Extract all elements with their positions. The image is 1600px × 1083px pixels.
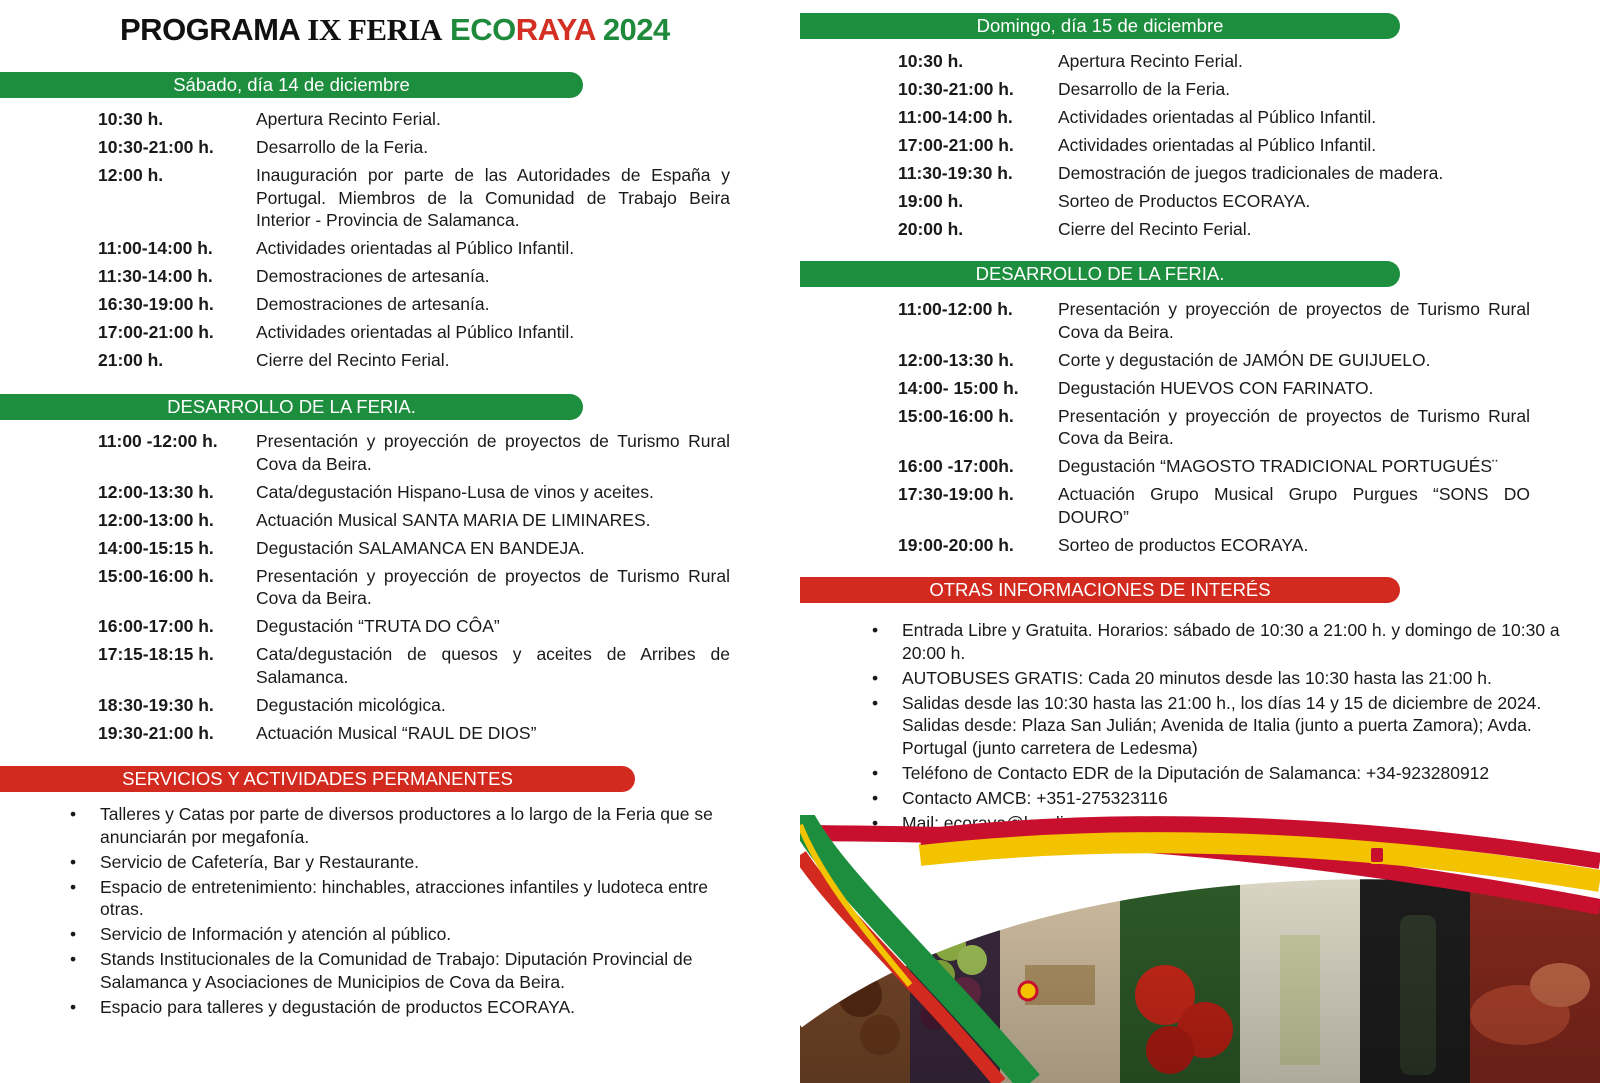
schedule-description: Apertura Recinto Ferial. (1058, 51, 1243, 71)
schedule-description: Demostraciones de artesanía. (256, 294, 490, 314)
schedule-time: 16:00 -17:00h. (898, 456, 1014, 476)
schedule-description: Degustación “MAGOSTO TRADICIONAL PORTUGUÉS¨ (1058, 456, 1498, 476)
schedule-time: 19:30-21:00 h. (98, 722, 214, 743)
sunday-dev-schedule (898, 298, 1530, 562)
bullet-icon: • (70, 949, 77, 969)
schedule-description: Inauguración por parte de las Autoridades de España y Portugal. Miembros de la Comunidad de Trabajo Beira Interior - Provincia de Salamanca. (256, 165, 730, 230)
bullet-icon: • (872, 692, 879, 713)
schedule-row (898, 534, 1530, 557)
bullet-text: Salidas desde las 10:30 hasta las 21:00 h., los días 14 y 15 de diciembre de 2024. Salidas desde: Plaza San Julián; Avenida de Italia (junto a puerta Zamora); Avda. Portugal (junto carretera de Ledesma) (902, 692, 1542, 758)
bullet-icon: • (872, 667, 879, 688)
schedule-row (898, 377, 1530, 400)
page-title (120, 12, 670, 48)
schedule-row (898, 162, 1530, 185)
bullet-item (870, 619, 1590, 664)
schedule-time: 17:30-19:00 h. (898, 484, 1014, 504)
schedule-description: Actividades orientadas al Público Infantil. (256, 322, 575, 342)
bullet-item (870, 692, 1590, 760)
bullet-icon: • (70, 804, 77, 824)
schedule-row (98, 694, 730, 717)
schedule-time: 12:00 h. (98, 165, 164, 185)
schedule-description: Desarrollo de la Feria. (1058, 79, 1231, 99)
schedule-description: Sorteo de Productos ECORAYA. (1058, 191, 1311, 211)
bullet-text: Mail: ecoraya@lasalina.es (902, 812, 1107, 833)
schedule-row (898, 78, 1530, 101)
schedule-row (898, 106, 1530, 129)
schedule-row (98, 293, 730, 316)
schedule-row (98, 565, 730, 610)
bullet-icon: • (872, 620, 879, 640)
bullet-text: Espacio de entretenimiento: hinchables, atracciones infantiles y ludoteca entre otras. (100, 876, 709, 919)
schedule-time: 17:00-21:00 h. (898, 135, 1014, 155)
schedule-row (98, 430, 730, 475)
schedule-row (898, 134, 1530, 157)
schedule-time: 11:30-14:00 h. (98, 266, 213, 286)
schedule-time: 10:30-21:00 h. (898, 79, 1014, 99)
schedule-row (898, 298, 1530, 343)
title-ix-feria: IX FERIA (307, 12, 442, 47)
schedule-description: Actuación Musical SANTA MARIA DE LIMINARES. (256, 509, 651, 530)
schedule-row (898, 349, 1530, 372)
schedule-time: 14:00- 15:00 h. (898, 377, 1019, 398)
schedule-time: 11:00-12:00 h. (898, 299, 1013, 319)
info-list (870, 619, 1590, 837)
schedule-description: Actividades orientadas al Público Infantil. (256, 238, 575, 258)
schedule-row (98, 164, 730, 232)
schedule-description: Presentación y proyección de proyectos de Turismo Rural Cova da Beira. (256, 431, 730, 474)
schedule-description: Degustación SALAMANCA EN BANDEJA. (256, 537, 585, 558)
bullet-icon: • (70, 996, 77, 1017)
schedule-row (98, 108, 730, 131)
schedule-time: 11:00 -12:00 h. (98, 431, 218, 451)
info-header: OTRAS INFORMACIONES DE INTERÉS (800, 577, 1400, 603)
sunday-schedule (898, 50, 1530, 246)
schedule-time: 10:30 h. (98, 109, 164, 129)
schedule-description: Presentación y proyección de proyectos de Turismo Rural Cova da Beira. (256, 565, 730, 608)
schedule-time: 10:30-21:00 h. (98, 137, 214, 157)
sunday-dev-header: DESARROLLO DE LA FERIA. (800, 261, 1400, 287)
schedule-time: 11:00-14:00 h. (898, 107, 1013, 127)
bullet-item (68, 948, 732, 993)
saturday-dev-schedule (98, 430, 730, 750)
schedule-description: Degustación “TRUTA DO CÔA” (256, 616, 500, 636)
schedule-description: Actividades orientadas al Público Infantil. (1058, 135, 1377, 155)
schedule-row (898, 455, 1530, 478)
schedule-row (98, 509, 730, 532)
bullet-item (870, 762, 1590, 785)
schedule-time: 15:00-16:00 h. (898, 405, 1014, 426)
schedule-time: 10:30 h. (898, 51, 964, 71)
bullet-icon: • (70, 876, 77, 897)
schedule-description: Actuación Grupo Musical Grupo Purgues “SONS DO DOURO” (1058, 484, 1530, 527)
bullet-text: Servicio de Cafetería, Bar y Restaurante. (100, 851, 420, 872)
schedule-description: Cata/degustación Hispano-Lusa de vinos y aceites. (256, 481, 654, 502)
bullet-icon: • (872, 762, 879, 783)
schedule-description: Cierre del Recinto Ferial. (1058, 219, 1252, 239)
schedule-time: 11:00-14:00 h. (98, 238, 213, 258)
services-list (68, 803, 732, 1021)
schedule-row (98, 265, 730, 288)
bullet-text: Stands Institucionales de la Comunidad de Trabajo: Diputación Provincial de Salamanca y Asociaciones de Municipios de Cova da Beira. (100, 949, 693, 992)
schedule-row (98, 615, 730, 638)
schedule-row (898, 218, 1530, 241)
bullet-item (870, 667, 1590, 690)
bullet-item (870, 787, 1590, 810)
schedule-row (98, 349, 730, 372)
schedule-description: Presentación y proyección de proyectos de Turismo Rural Cova da Beira. (1058, 299, 1530, 342)
schedule-description: Corte y degustación de JAMÓN DE GUIJUELO. (1058, 349, 1431, 370)
title-eco: ECO (441, 12, 516, 47)
saturday-schedule (98, 108, 730, 377)
schedule-row (98, 722, 730, 745)
bullet-item (68, 996, 732, 1019)
schedule-description: Demostraciones de artesanía. (256, 266, 490, 286)
bullet-item (68, 851, 732, 874)
food-collage-image (800, 812, 1600, 1083)
bullet-icon: • (70, 924, 77, 944)
bullet-text: Contacto AMCB: +351-275323116 (902, 787, 1168, 808)
schedule-time: 12:00-13:30 h. (98, 481, 214, 502)
schedule-description: Degustación micológica. (256, 694, 446, 715)
title-raya: RAYA (515, 12, 595, 47)
schedule-description: Actuación Musical “RAUL DE DIOS” (256, 722, 537, 743)
schedule-row (98, 481, 730, 504)
schedule-time: 19:00-20:00 h. (898, 534, 1014, 555)
services-header: SERVICIOS Y ACTIVIDADES PERMANENTES (0, 766, 635, 792)
bullet-icon: • (872, 787, 879, 808)
schedule-description: Apertura Recinto Ferial. (256, 109, 441, 129)
schedule-time: 16:30-19:00 h. (98, 294, 214, 314)
schedule-time: 18:30-19:30 h. (98, 694, 214, 715)
bullet-item (68, 923, 732, 946)
schedule-time: 16:00-17:00 h. (98, 616, 214, 636)
schedule-row (898, 483, 1530, 528)
schedule-time: 17:15-18:15 h. (98, 644, 214, 664)
bullet-text: Talleres y Catas por parte de diversos productores a lo largo de la Feria que se anunciarán por megafonía. (100, 804, 713, 847)
schedule-time: 11:30-19:30 h. (898, 163, 1013, 183)
bullet-item (68, 876, 732, 921)
schedule-time: 21:00 h. (98, 350, 164, 370)
schedule-time: 12:00-13:30 h. (898, 349, 1014, 370)
schedule-row (98, 321, 730, 344)
schedule-time: 20:00 h. (898, 219, 964, 239)
bullet-text: AUTOBUSES GRATIS: Cada 20 minutos desde las 10:30 hasta las 21:00 h. (902, 667, 1492, 688)
schedule-description: Presentación y proyección de proyectos de Turismo Rural Cova da Beira. (1058, 405, 1530, 448)
schedule-row (898, 190, 1530, 213)
saturday-dev-header: DESARROLLO DE LA FERIA. (0, 394, 583, 420)
schedule-row (898, 50, 1530, 73)
bullet-icon: • (872, 812, 879, 833)
schedule-row (98, 136, 730, 159)
schedule-description: Desarrollo de la Feria. (256, 137, 429, 157)
title-year: 2024 (594, 12, 670, 47)
schedule-description: Cata/degustación de quesos y aceites de Arribes de Salamanca. (256, 644, 730, 687)
schedule-time: 14:00-15:15 h. (98, 537, 214, 558)
schedule-description: Degustación HUEVOS CON FARINATO. (1058, 377, 1374, 398)
schedule-time: 12:00-13:00 h. (98, 509, 214, 530)
title-programa: PROGRAMA (120, 12, 308, 47)
schedule-description: Cierre del Recinto Ferial. (256, 350, 450, 370)
schedule-description: Actividades orientadas al Público Infantil. (1058, 107, 1377, 127)
schedule-row (98, 643, 730, 688)
bullet-text: Entrada Libre y Gratuita. Horarios: sábado de 10:30 a 21:00 h. y domingo de 10:30 a 20:00 h. (902, 620, 1560, 663)
schedule-row (898, 405, 1530, 450)
bullet-text: Teléfono de Contacto EDR de la Diputación de Salamanca: +34-923280912 (902, 762, 1490, 783)
schedule-time: 15:00-16:00 h. (98, 565, 214, 586)
bullet-text: Servicio de Información y atención al público. (100, 924, 452, 944)
bullet-text: Espacio para talleres y degustación de productos ECORAYA. (100, 996, 576, 1017)
schedule-row (98, 537, 730, 560)
schedule-row (98, 237, 730, 260)
bullet-icon: • (70, 851, 77, 872)
schedule-time: 19:00 h. (898, 191, 964, 211)
saturday-header: Sábado, día 14 de diciembre (0, 72, 583, 98)
bullet-item (68, 803, 732, 848)
schedule-description: Demostración de juegos tradicionales de madera. (1058, 163, 1444, 183)
schedule-description: Sorteo de productos ECORAYA. (1058, 534, 1309, 555)
sunday-header: Domingo, día 15 de diciembre (800, 13, 1400, 39)
schedule-time: 17:00-21:00 h. (98, 322, 214, 342)
